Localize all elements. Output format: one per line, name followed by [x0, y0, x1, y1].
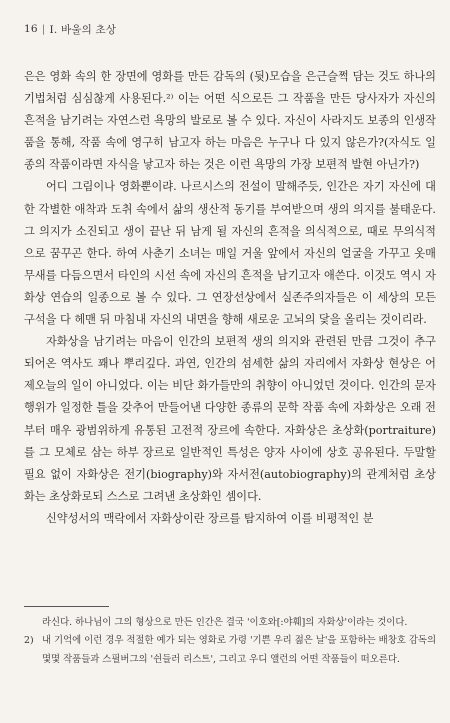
- header-separator: |: [41, 23, 46, 35]
- paragraph-4: 신약성서의 맥락에서 자화상이란 장르를 탐지하여 이를 비평적인 분: [46, 511, 374, 525]
- footnote-divider: [24, 606, 109, 607]
- page-number: 16: [24, 23, 38, 35]
- chapter-title: I. 바울의 초상: [49, 23, 117, 36]
- footnote-number: 2): [24, 635, 34, 647]
- paragraph-2: 어디 그림이나 영화뿐이랴. 나르시스의 전설이 말해주듯, 인간은 자기 자신에 대한 각별한 애착과 도취 속에서 삶의 생산적 동기를 부여받으며 생의 의지를 불태운다. 그 의지가 소진되고 생이 끝난 뒤 남게 될 자신의 흔적을 의식적으로, 때로 무의식적으로 꿈꾸곤 한다. 하여 사춘기 소녀는 매일 거울 앞에서 자신의 얼굴을 가꾸고 옷매무새를 다듬으면서 타인의 시선 속에 자신의 흔적을 남기고자 애쓴다. 이것도 역시 자화상 연습의 일종으로 볼 수 있다. 그 연장선상에서 실존주의자들은 이 세상의 모든 구석을 다 헤맨 뒤 마침내 자신의 내면을 향해 새로운 고뇌의 닻을 올리는 것이리라.: [24, 180, 436, 327]
- footnotes: [24, 614, 436, 669]
- footnote-text: 내 기억에 이런 경우 적절한 예가 되는 영화로 가령 '기쁜 우리 젊은 날'을 포함하는 배창호 감독의 몇몇 작품들과 스필버그의 '쉰들러 리스트', 그리고 우디 앨런의 어떤 작품들이 떠오른다.: [42, 635, 436, 665]
- running-header: [24, 20, 116, 38]
- paragraph-3: 자화상을 남기려는 마음이 인간의 보편적 생의 의지와 관련된 만큼 그것이 추구되어온 역사도 꽤나 뿌리깊다. 과연, 인간의 섬세한 삶의 자리에서 자화상 현상은 어제오늘의 일이 아니었다. 이는 비단 화가들만의 취향이 아니었던 것이다. 인간의 문자 행위가 일정한 틀을 갖추어 만들어낸 다양한 종류의 문학 작품 속에 자화상은 오래 전부터 매우 광범위하게 유통된 고전적 장르에 속한다. 자화상은 초상화(portraiture)를 그 모체로 삼는 하부 장르로 일반적인 특성은 양자 사이에 상호 공유된다. 두말할 필요 없이 자화상은 전기(biography)와 자서전(autobiography)의 관계처럼 초상화는 초상화로되 스스로 그려낸 초상화인 셈이다.: [24, 335, 436, 503]
- footnote-2: [24, 632, 436, 669]
- body-text: [24, 66, 436, 530]
- paragraph-1: 은은 영화 속의 한 장면에 영화를 만든 감독의 (뒷)모습을 은근슬쩍 담는 것도 하나의 기법처럼 심심찮게 사용된다.²⁾ 이는 어떤 식으로든 그 작품을 만든 당사자가 자신의 흔적을 남기려는 자연스런 욕망의 발로로 볼 수 있다. 자신이 사라지도 보종의 인생작품을 통해, 작품 속에 영구히 남고자 하는 마음은 누구나 다 있지 않은가?(자식도 일종의 작품이라면 자식을 낳고자 하는 것은 이런 욕망의 가장 보편적 발현 아닌가?): [24, 70, 436, 172]
- footnote-continuation: 라신다. 하나님이 그의 형상으로 만든 인간은 결국 '이호와[:야훼]의 자화상'이라는 것이다.: [42, 617, 408, 628]
